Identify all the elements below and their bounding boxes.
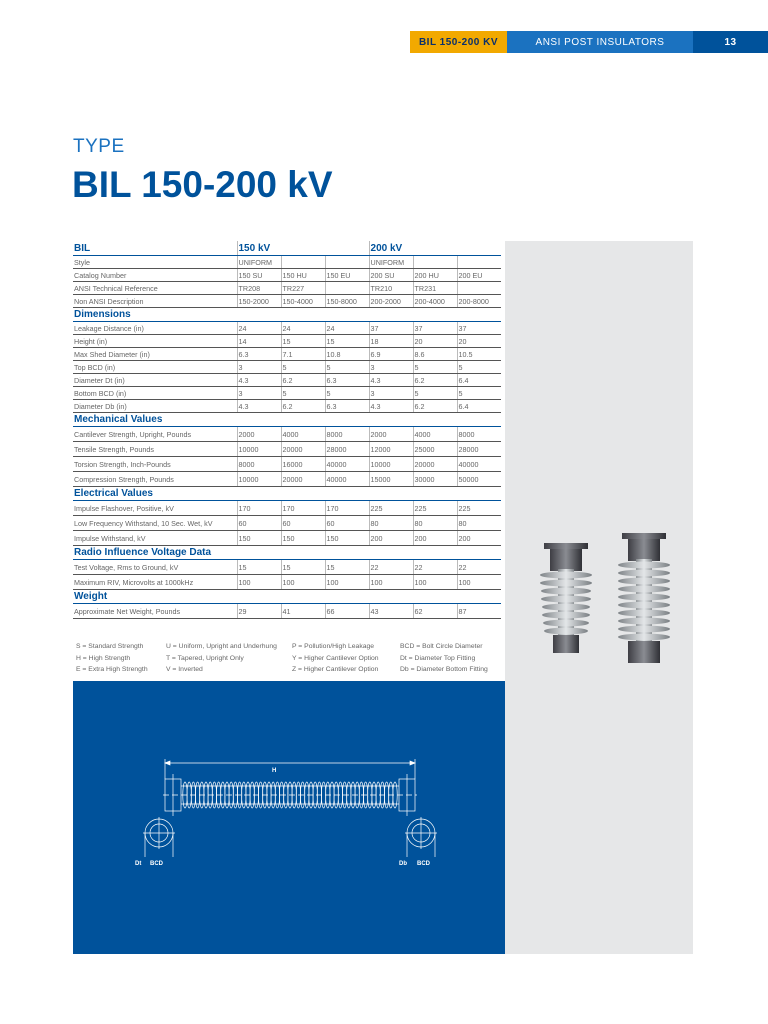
bil-header-row <box>73 241 501 256</box>
spec-cell: 200 EU <box>457 269 501 282</box>
legend-item: Z = Higher Cantilever Option <box>292 666 379 673</box>
insulator-photo-uniform <box>614 525 678 667</box>
spec-cell: 2000 <box>237 427 281 442</box>
spec-cell: 10000 <box>237 472 281 487</box>
spec-cell: TR210 <box>369 282 413 295</box>
spec-row <box>73 256 501 269</box>
spec-cell: 3 <box>237 387 281 400</box>
spec-cell: UNIFORM <box>237 256 281 269</box>
legend-item: Db = Diameter Bottom Fitting <box>400 666 488 673</box>
spec-cell: 20000 <box>281 472 325 487</box>
spec-cell: 40000 <box>325 472 369 487</box>
legend-item: Y = Higher Cantilever Option <box>292 654 379 662</box>
spec-cell: 200 HU <box>413 269 457 282</box>
spec-cell: 100 <box>369 575 413 590</box>
section-header-row <box>73 308 501 322</box>
spec-cell: 150 <box>281 531 325 546</box>
page-number: 13 <box>693 31 768 53</box>
spec-cell: 4000 <box>281 427 325 442</box>
spec-cell: 10.8 <box>325 348 369 361</box>
spec-cell <box>325 282 369 295</box>
spec-cell: 225 <box>457 501 501 516</box>
spec-cell <box>413 256 457 269</box>
legend-item: V = Inverted <box>166 666 203 673</box>
spec-cell: 5 <box>413 387 457 400</box>
header-section-tab: BIL 150-200 KV <box>410 31 507 53</box>
legend-item: E = Extra High Strength <box>76 666 148 673</box>
spec-row-label: Approximate Net Weight, Pounds <box>73 604 237 619</box>
spec-cell: 4000 <box>413 427 457 442</box>
spec-cell: 62 <box>413 604 457 619</box>
spec-row-label: Impulse Flashover, Positive, kV <box>73 501 237 516</box>
section-header-row <box>73 590 501 604</box>
legend-strength-codes <box>76 641 148 676</box>
spec-row <box>73 501 501 516</box>
spec-cell: 170 <box>281 501 325 516</box>
insulator-photo-tapered <box>536 525 600 665</box>
spec-cell: 18 <box>369 335 413 348</box>
spec-row <box>73 531 501 546</box>
spec-cell: 80 <box>369 516 413 531</box>
spec-cell: 24 <box>237 322 281 335</box>
spec-cell: 3 <box>237 361 281 374</box>
spec-cell: 100 <box>457 575 501 590</box>
spec-cell: 28000 <box>325 442 369 457</box>
spec-cell: 29 <box>237 604 281 619</box>
spec-cell: 22 <box>369 560 413 575</box>
spec-cell: 20000 <box>281 442 325 457</box>
spec-cell: 16000 <box>281 457 325 472</box>
spec-cell: 6.3 <box>325 400 369 413</box>
spec-cell: TR227 <box>281 282 325 295</box>
legend-dimension-codes <box>400 641 488 676</box>
spec-cell: 40000 <box>457 457 501 472</box>
spec-cell: 28000 <box>457 442 501 457</box>
spec-cell: 30000 <box>413 472 457 487</box>
spec-cell: 4.3 <box>237 374 281 387</box>
spec-cell: 6.2 <box>413 400 457 413</box>
spec-row <box>73 516 501 531</box>
group-150kv-header: 150 kV <box>237 241 369 256</box>
group-200kv-header: 200 kV <box>369 241 501 256</box>
spec-cell <box>457 256 501 269</box>
spec-cell <box>281 256 325 269</box>
section-header-row <box>73 546 501 560</box>
spec-row <box>73 269 501 282</box>
spec-cell: 4.3 <box>369 400 413 413</box>
bil-label: BIL <box>73 241 237 256</box>
spec-row <box>73 457 501 472</box>
spec-row-label: Low Frequency Withstand, 10 Sec. Wet, kV <box>73 516 237 531</box>
spec-cell: 37 <box>413 322 457 335</box>
spec-row-label: Test Voltage, Rms to Ground, kV <box>73 560 237 575</box>
spec-cell: 225 <box>369 501 413 516</box>
spec-cell: 10.5 <box>457 348 501 361</box>
section-title: Electrical Values <box>73 487 501 501</box>
spec-cell: 150 EU <box>325 269 369 282</box>
spec-cell: 200 <box>413 531 457 546</box>
spec-cell: 5 <box>281 387 325 400</box>
spec-cell: 24 <box>281 322 325 335</box>
spec-cell: 10000 <box>369 457 413 472</box>
spec-cell <box>325 256 369 269</box>
spec-row-label: Leakage Distance (in) <box>73 322 237 335</box>
spec-row <box>73 374 501 387</box>
spec-cell: 4.3 <box>237 400 281 413</box>
spec-row <box>73 604 501 619</box>
section-header-row <box>73 413 501 427</box>
legend-item: P = Pollution/High Leakage <box>292 643 375 650</box>
spec-row <box>73 361 501 374</box>
spec-cell: 4.3 <box>369 374 413 387</box>
spec-cell: 15 <box>281 560 325 575</box>
spec-row-label: Compression Strength, Pounds <box>73 472 237 487</box>
spec-cell: 8000 <box>325 427 369 442</box>
spec-cell: 20 <box>457 335 501 348</box>
spec-cell: 200-4000 <box>413 295 457 308</box>
spec-cell: 8000 <box>457 427 501 442</box>
spec-cell: 15 <box>237 560 281 575</box>
spec-cell: 6.2 <box>281 400 325 413</box>
spec-cell: 150-8000 <box>325 295 369 308</box>
section-title: Dimensions <box>73 308 501 322</box>
spec-cell: 80 <box>413 516 457 531</box>
spec-row-label: Max Shed Diameter (in) <box>73 348 237 361</box>
spec-cell: 10000 <box>237 442 281 457</box>
spec-cell: 3 <box>369 361 413 374</box>
spec-cell: 60 <box>237 516 281 531</box>
spec-cell <box>457 282 501 295</box>
spec-cell: 8.6 <box>413 348 457 361</box>
spec-cell: 22 <box>413 560 457 575</box>
spec-cell: 150-2000 <box>237 295 281 308</box>
legend-item: U = Uniform, Upright and Underhung <box>166 643 277 650</box>
legend-item: H = High Strength <box>76 654 131 662</box>
spec-cell: 200-8000 <box>457 295 501 308</box>
technical-drawing-panel <box>73 681 505 954</box>
spec-cell: 41 <box>281 604 325 619</box>
spec-cell: 5 <box>325 361 369 374</box>
spec-cell: 40000 <box>325 457 369 472</box>
spec-cell: 15 <box>325 335 369 348</box>
spec-cell: 60 <box>281 516 325 531</box>
insulator-dimension-drawing <box>73 681 505 954</box>
spec-row-label: Height (in) <box>73 335 237 348</box>
section-title: Mechanical Values <box>73 413 501 427</box>
spec-cell: 100 <box>281 575 325 590</box>
spec-cell: 20 <box>413 335 457 348</box>
spec-row-label: Style <box>73 256 237 269</box>
spec-cell: 200 <box>457 531 501 546</box>
spec-row <box>73 560 501 575</box>
spec-row <box>73 575 501 590</box>
spec-cell: 37 <box>369 322 413 335</box>
spec-cell: 7.1 <box>281 348 325 361</box>
spec-cell: 150 SU <box>237 269 281 282</box>
spec-row <box>73 427 501 442</box>
spec-cell: 150 HU <box>281 269 325 282</box>
spec-cell: TR208 <box>237 282 281 295</box>
spec-cell: 43 <box>369 604 413 619</box>
spec-row <box>73 348 501 361</box>
spec-row-label: Top BCD (in) <box>73 361 237 374</box>
spec-cell: 200 SU <box>369 269 413 282</box>
spec-row-label: Diameter Db (in) <box>73 400 237 413</box>
dt-dimension-label: Dt <box>135 861 142 867</box>
spec-cell: 5 <box>281 361 325 374</box>
spec-cell: TR231 <box>413 282 457 295</box>
spec-cell: 150 <box>237 531 281 546</box>
section-title: Weight <box>73 590 501 604</box>
spec-cell: 15000 <box>369 472 413 487</box>
spec-row <box>73 335 501 348</box>
spec-cell: 14 <box>237 335 281 348</box>
spec-row <box>73 442 501 457</box>
spec-row-label: Bottom BCD (in) <box>73 387 237 400</box>
spec-cell: 15 <box>325 560 369 575</box>
spec-cell: 66 <box>325 604 369 619</box>
spec-cell: 5 <box>413 361 457 374</box>
spec-cell: 87 <box>457 604 501 619</box>
spec-cell: 100 <box>413 575 457 590</box>
spec-cell: 6.4 <box>457 374 501 387</box>
legend-style-codes <box>166 641 277 676</box>
spec-row <box>73 400 501 413</box>
spec-cell: 200-2000 <box>369 295 413 308</box>
spec-cell: 6.3 <box>237 348 281 361</box>
spec-row-label: Cantilever Strength, Upright, Pounds <box>73 427 237 442</box>
spec-row <box>73 282 501 295</box>
spec-table <box>73 241 501 619</box>
legend-item: Dt = Diameter Top Fitting <box>400 654 476 662</box>
type-label: TYPE <box>73 136 125 157</box>
spec-cell: 25000 <box>413 442 457 457</box>
spec-row-label: Diameter Dt (in) <box>73 374 237 387</box>
spec-cell: 50000 <box>457 472 501 487</box>
spec-cell: UNIFORM <box>369 256 413 269</box>
spec-cell: 6.4 <box>457 400 501 413</box>
legend-item: BCD = Bolt Circle Diameter <box>400 643 483 650</box>
spec-cell: 12000 <box>369 442 413 457</box>
spec-cell: 8000 <box>237 457 281 472</box>
spec-cell: 170 <box>237 501 281 516</box>
spec-cell: 170 <box>325 501 369 516</box>
spec-cell: 60 <box>325 516 369 531</box>
spec-row <box>73 322 501 335</box>
db-dimension-label: Db <box>399 861 407 867</box>
spec-row-label: Impulse Withstand, kV <box>73 531 237 546</box>
spec-row-label: Maximum RIV, Microvolts at 1000kHz <box>73 575 237 590</box>
section-header-row <box>73 487 501 501</box>
section-title: Radio Influence Voltage Data <box>73 546 501 560</box>
page-title: BIL 150-200 kV <box>72 164 333 205</box>
spec-cell: 2000 <box>369 427 413 442</box>
bcd-dimension-label-right: BCD <box>417 861 430 867</box>
spec-row-label: Torsion Strength, Inch-Pounds <box>73 457 237 472</box>
header-category-tab: ANSI POST INSULATORS <box>507 31 693 53</box>
spec-cell: 20000 <box>413 457 457 472</box>
spec-cell: 225 <box>413 501 457 516</box>
spec-row <box>73 387 501 400</box>
spec-cell: 24 <box>325 322 369 335</box>
spec-cell: 6.9 <box>369 348 413 361</box>
spec-cell: 6.2 <box>413 374 457 387</box>
spec-cell: 6.3 <box>325 374 369 387</box>
spec-row-label: Catalog Number <box>73 269 237 282</box>
spec-cell: 5 <box>325 387 369 400</box>
spec-row <box>73 295 501 308</box>
legend-option-codes <box>292 641 379 676</box>
spec-cell: 100 <box>237 575 281 590</box>
spec-cell: 150 <box>325 531 369 546</box>
spec-cell: 80 <box>457 516 501 531</box>
height-dimension-label: H <box>272 768 277 774</box>
bcd-dimension-label-left: BCD <box>150 861 163 867</box>
spec-cell: 5 <box>457 387 501 400</box>
spec-row <box>73 472 501 487</box>
spec-row-label: Non ANSI Description <box>73 295 237 308</box>
legend-item: T = Tapered, Upright Only <box>166 654 244 662</box>
spec-cell: 3 <box>369 387 413 400</box>
spec-cell: 37 <box>457 322 501 335</box>
spec-cell: 200 <box>369 531 413 546</box>
spec-row-label: ANSI Technical Reference <box>73 282 237 295</box>
spec-cell: 100 <box>325 575 369 590</box>
spec-cell: 22 <box>457 560 501 575</box>
spec-row-label: Tensile Strength, Pounds <box>73 442 237 457</box>
legend-item: S = Standard Strength <box>76 643 144 650</box>
spec-table-body <box>73 241 501 619</box>
spec-cell: 6.2 <box>281 374 325 387</box>
spec-cell: 150-4000 <box>281 295 325 308</box>
spec-cell: 15 <box>281 335 325 348</box>
spec-cell: 5 <box>457 361 501 374</box>
